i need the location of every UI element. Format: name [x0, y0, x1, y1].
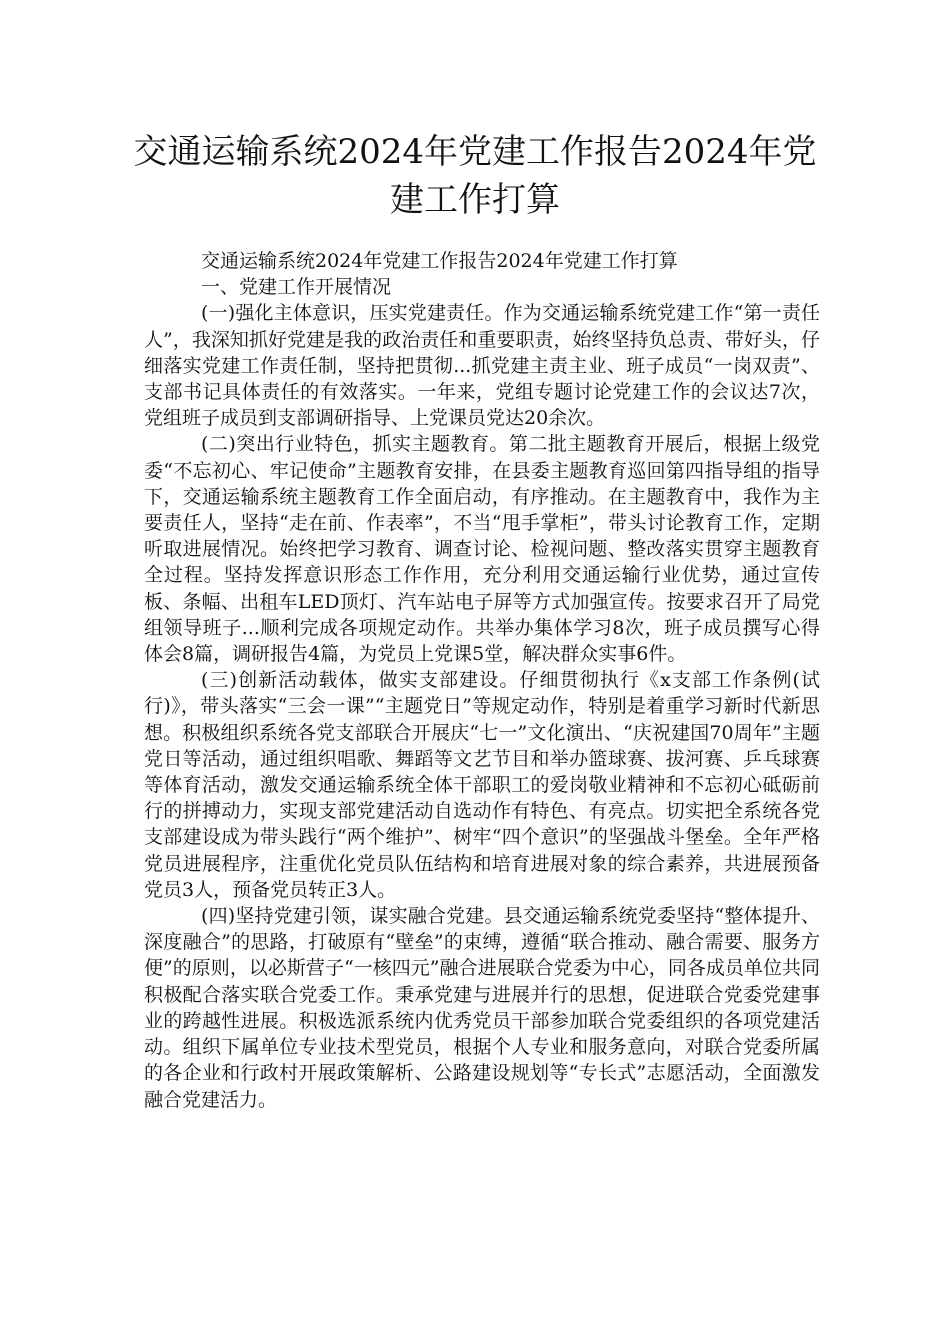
document-subtitle: 交通运输系统2024年党建工作报告2024年党建工作打算	[201, 250, 678, 272]
paragraph-3: (三)创新活动载体，做实支部建设。仔细贯彻执行《x支部工作条例(试行)》，带头落实“三会一课”“主题党日”等规定动作，特别是着重学习新时代新思想。积极组织系统各党支部联合开展庆“七一”文化演出、“庆祝建国70周年”主题党日等活动，通过组织唱歌、舞蹈等文艺节目和举办篮球赛、拔河赛、乒乓球赛等体育活动，激发交通运输系统全体干部职工的爱岗敬业精神和不忘初心砥砺前行的拼搏动力，实现支部党建活动自选动作有特色、有亮点。切实把全系统各党支部建设成为带头践行“两个维护”、树牢“四个意识”的坚强战斗堡垒。全年严格党员进展程序，注重优化党员队伍结构和培育进展对象的综合素养，共进展预备党员3人，预备党员转正3人。	[144, 669, 820, 901]
paragraph-2: (二)突出行业特色，抓实主题教育。第二批主题教育开展后，根据上级党委“不忘初心、牢记使命”主题教育安排，在县委主题教育巡回第四指导组的指导下，交通运输系统主题教育工作全面启动，有序推动。在主题教育中，我作为主要责任人，坚持“走在前、作表率”，不当“甩手掌柜”，带头讨论教育工作，定期听取进展情况。始终把学习教育、调查讨论、检视问题、整改落实贯穿主题教育全过程。坚持发挥意识形态工作作用，充分利用交通运输行业优势，通过宣传板、条幅、出租车LED顶灯、汽车站电子屏等方式加强宣传。按要求召开了局党组领导班子...顺利完成各项规定动作。共举办集体学习8次，班子成员撰写心得体会8篇，调研报告4篇，为党员上党课5堂，解决群众实事6件。	[144, 433, 820, 666]
section-heading: 一、党建工作开展情况	[201, 276, 392, 299]
paragraph-1: (一)强化主体意识，压实党建责任。作为交通运输系统党建工作“第一责任人”，我深知抓好党建是我的政治责任和重要职责，始终坚持负总责、带好头，仔细落实党建工作责任制，坚持把贯彻...抓党建主责主业、班子成员“一岗双责”、支部书记具体责任的有效落实。一年来，党组专题讨论党建工作的会议达7次，党组班子成员到支部调研指导、上党课员党达20余次。	[144, 302, 820, 430]
document-title: 交通运输系统2024年党建工作报告2024年党建工作打算	[133, 132, 817, 220]
document-body	[144, 248, 820, 1113]
paragraph-4: (四)坚持党建引领，谋实融合党建。县交通运输系统党委坚持“整体提升、深度融合”的思路，打破原有“壁垒”的束缚，遵循“联合推动、融合需要、服务方便”的原则，以必斯营子“一核四元”融合进展联合党委为中心，同各成员单位共同积极配合落实联合党委工作。秉承党建与进展并行的思想，促进联合党委党建事业的跨越性进展。积极选派系统内优秀党员干部参加联合党委组织的各项党建活动。组织下属单位专业技术型党员，根据个人专业和服务意向，对联合党委所属的各企业和行政村开展政策解析、公路建设规划等“专长式”志愿活动，全面激发融合党建活力。	[144, 905, 820, 1111]
